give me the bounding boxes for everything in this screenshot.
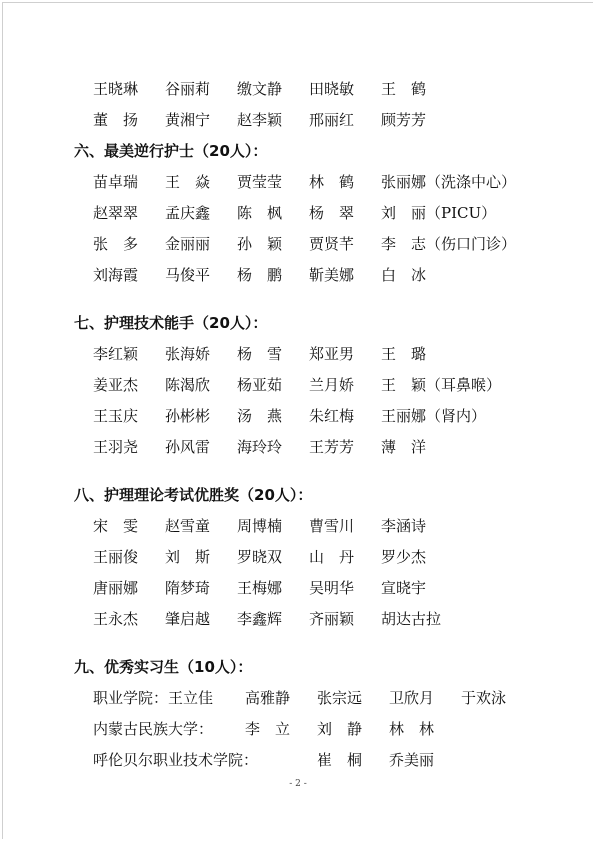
person-name: 孙 颖 — [237, 235, 283, 253]
person-name: 孙彬彬 — [165, 407, 211, 425]
person-name: 兰月娇 — [309, 376, 355, 394]
person-name: 赵翠翠 — [93, 204, 139, 222]
person-name: 林 鹤 — [309, 173, 355, 191]
person-name: 杨亚茹 — [237, 376, 283, 394]
person-name: 孟庆鑫 — [165, 204, 211, 222]
person-name: 齐丽颖 — [309, 610, 355, 628]
person-name: 隋梦琦 — [165, 579, 211, 597]
person-name: 黄湘宁 — [165, 111, 211, 129]
person-name: 李 志（伤口门诊） — [381, 235, 517, 253]
person-name: 汤 燕 — [237, 407, 283, 425]
person-name: 姜亚杰 — [93, 376, 139, 394]
section-heading: 七、护理技术能手（20人）： — [74, 314, 268, 332]
person-name: 张海娇 — [165, 345, 211, 363]
person-name: 王 焱 — [165, 173, 211, 191]
person-name: 缴文静 — [237, 80, 283, 98]
person-name: 李红颖 — [93, 345, 139, 363]
person-name: 陈 枫 — [237, 204, 283, 222]
person-name: 刘 丽（PICU） — [381, 204, 497, 222]
person-name: 王晓琳 — [93, 80, 139, 98]
person-name: 罗晓双 — [237, 548, 283, 566]
person-name: 谷丽莉 — [165, 80, 211, 98]
person-name: 田晓敏 — [309, 80, 355, 98]
person-name: 宣晓宇 — [381, 579, 427, 597]
person-name: 杨 鹏 — [237, 266, 283, 284]
person-name: 张宗远 — [317, 689, 363, 707]
person-name: 刘 斯 — [165, 548, 211, 566]
person-name: 刘 静 — [317, 720, 363, 738]
person-name: 杨 雪 — [237, 345, 283, 363]
person-name: 王芳芳 — [309, 438, 355, 456]
person-name: 王 璐 — [381, 345, 427, 363]
person-name: 高雅静 — [245, 689, 291, 707]
person-name: 苗卓瑞 — [93, 173, 139, 191]
person-name: 乔美丽 — [389, 751, 435, 769]
person-name: 职业学院：王立佳 — [93, 689, 214, 707]
person-name: 董 扬 — [93, 111, 139, 129]
person-name: 李涵诗 — [381, 517, 427, 535]
person-name: 吴明华 — [309, 579, 355, 597]
person-name: 于欢泳 — [461, 689, 507, 707]
section-heading: 八、护理理论考试优胜奖（20人）： — [74, 486, 313, 504]
person-name: 靳美娜 — [309, 266, 355, 284]
person-name: 邢丽红 — [309, 111, 355, 129]
person-name: 赵雪童 — [165, 517, 211, 535]
person-name: 林 林 — [389, 720, 435, 738]
section-heading: 九、优秀实习生（10人）： — [74, 658, 253, 676]
person-name: 罗少杰 — [381, 548, 427, 566]
person-name: 海玲玲 — [237, 438, 283, 456]
person-name: 贾莹莹 — [237, 173, 283, 191]
person-name: 刘海霞 — [93, 266, 139, 284]
person-name: 马俊平 — [165, 266, 211, 284]
person-name: 郑亚男 — [309, 345, 355, 363]
person-name: 宋 雯 — [93, 517, 139, 535]
person-name: 曹雪川 — [309, 517, 355, 535]
person-name: 王羽尧 — [93, 438, 139, 456]
person-name: 张 多 — [93, 235, 139, 253]
person-name: 赵李颖 — [237, 111, 283, 129]
person-name: 白 冰 — [381, 266, 427, 284]
page-number: - 2 - — [289, 779, 307, 789]
person-name: 内蒙古民族大学： — [93, 720, 214, 738]
person-name: 胡达古拉 — [381, 610, 442, 628]
person-name: 王丽俊 — [93, 548, 139, 566]
person-name: 贾贤芊 — [309, 235, 355, 253]
person-name: 王玉庆 — [93, 407, 139, 425]
person-name: 李鑫辉 — [237, 610, 283, 628]
person-name: 陈渴欣 — [165, 376, 211, 394]
person-name: 卫欣月 — [389, 689, 435, 707]
person-name: 张丽娜（洗涤中心） — [381, 173, 517, 191]
person-name: 薄 洋 — [381, 438, 427, 456]
person-name: 肇启越 — [165, 610, 211, 628]
person-name: 顾芳芳 — [381, 111, 427, 129]
person-name: 崔 桐 — [317, 751, 363, 769]
person-name: 山 丹 — [309, 548, 355, 566]
person-name: 王永杰 — [93, 610, 139, 628]
page-border — [2, 2, 593, 839]
person-name: 朱红梅 — [309, 407, 355, 425]
person-name: 李 立 — [245, 720, 291, 738]
person-name: 王 颖（耳鼻喉） — [381, 376, 502, 394]
person-name: 王 鹤 — [381, 80, 427, 98]
person-name: 王丽娜（肾内） — [381, 407, 487, 425]
person-name: 金丽丽 — [165, 235, 211, 253]
person-name: 呼伦贝尔职业技术学院： — [93, 751, 259, 769]
person-name: 王梅娜 — [237, 579, 283, 597]
person-name: 杨 翠 — [309, 204, 355, 222]
person-name: 唐丽娜 — [93, 579, 139, 597]
person-name: 孙风雷 — [165, 438, 211, 456]
section-heading: 六、最美逆行护士（20人）： — [74, 142, 268, 160]
person-name: 周博楠 — [237, 517, 283, 535]
